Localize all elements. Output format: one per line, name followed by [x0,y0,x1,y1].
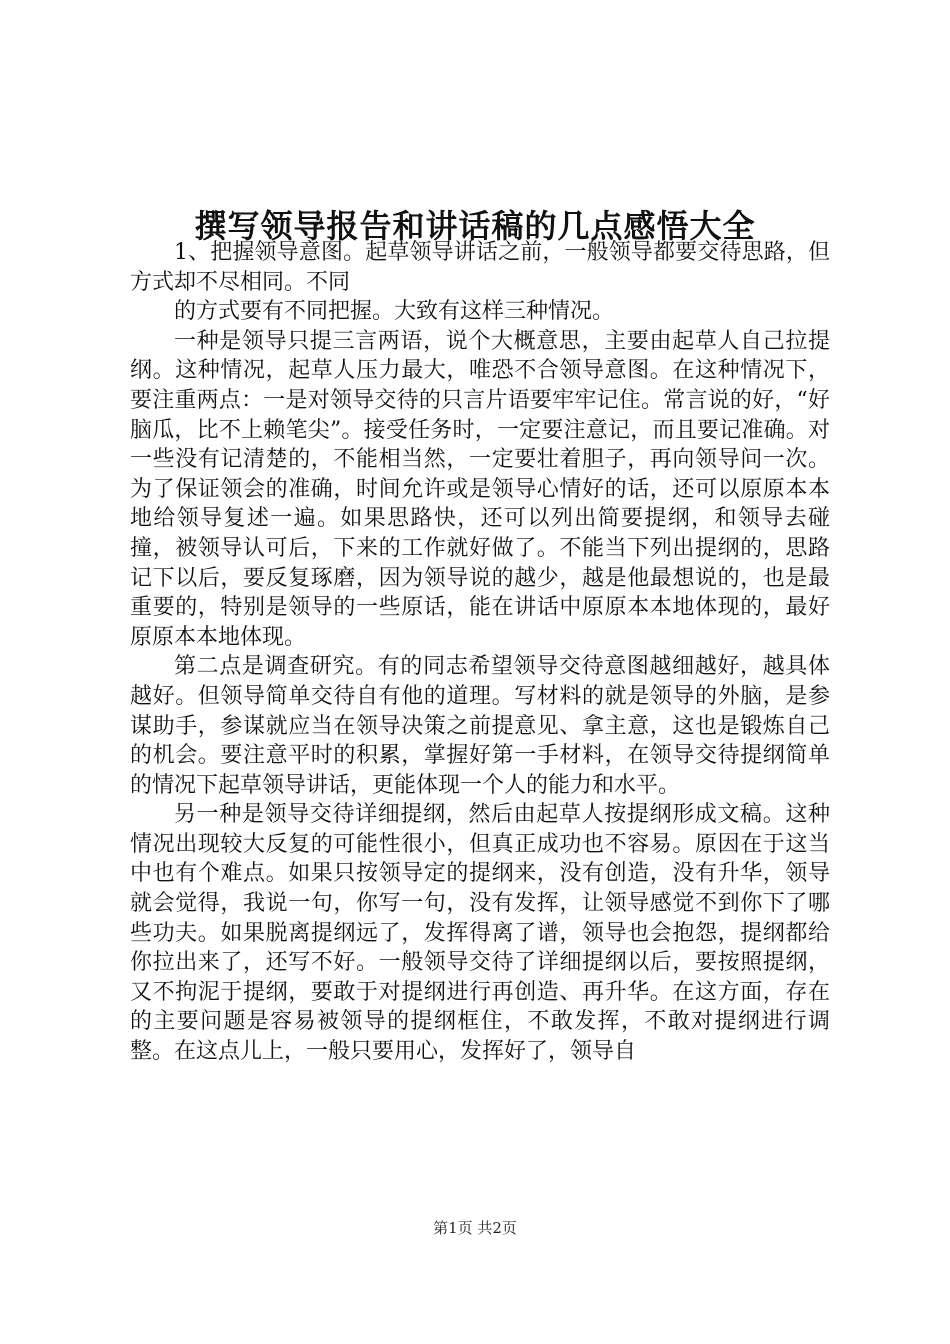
page-number-footer: 第1页 共2页 [433,1219,517,1237]
document-body [130,238,830,1067]
paragraph-5: 另一种是领导交待详细提纲，然后由起草人按提纲形成文稿。这种情况出现较大反复的可能性很小，但真正成功也不容易。原因在于这当中也有个难点。如果只按领导定的提纲来，没有创造，没有升华，领导就会觉得，我说一句，你写一句，没有发挥，让领导感觉不到你下了哪些功夫。如果脱离提纲远了，发挥得离了谱，领导也会抱怨，提纲都给你拉出来了，还写不好。一般领导交待了详细提纲以后，要按照提纲，又不拘泥于提纲，要敢于对提纲进行再创造、再升华。在这方面，存在的主要问题是容易被领导的提纲框住，不敢发挥，不敢对提纲进行调整。在这点儿上，一般只要用心，发挥好了，领导自 [130,802,830,1065]
page-title: 撰写领导报告和讲话稿的几点感悟大全 [194,207,756,246]
paragraph-1: 1、把握领导意图。起草领导讲话之前，一般领导都要交待思路，但方式却不尽相同。不同 [130,240,830,295]
paragraph-4: 第二点是调查研究。有的同志希望领导交待意图越细越好，越具体越好。但领导简单交待自有他的道理。写材料的就是领导的外脑，是参谋助手，参谋就应当在领导决策之前提意见、拿主意，这也是锻炼自己的机会。要注意平时的积累，掌握好第一手材料，在领导交待提纲简单的情况下起草领导讲话，更能体现一个人的能力和水平。 [130,654,830,798]
paragraph-2: 的方式要有不同把握。大致有这样三种情况。 [174,299,615,325]
paragraph-3: 一种是领导只提三言两语，说个大概意思，主要由起草人自己拉提纲。这种情况，起草人压力最大，唯恐不合领导意图。在这种情况下，要注重两点：一是对领导交待的只言片语要牢牢记住。常言说的好，“好脑瓜，比不上赖笔尖”。接受任务时，一定要注意记，而且要记准确。对一些没有记清楚的，不能相当然，一定要壮着胆子，再向领导问一次。为了保证领会的准确，时间允许或是领导心情好的话，还可以原原本本地给领导复述一遍。如果思路快，还可以列出简要提纲，和领导去碰撞，被领导认可后，下来的工作就好做了。不能当下列出提纲的，思路记下以后，要反复琢磨，因为领导说的越少，越是他最想说的，也是最重要的，特别是领导的一些原话，能在讲话中原原本本地体现的，最好原原本本地体现。 [130,328,830,650]
